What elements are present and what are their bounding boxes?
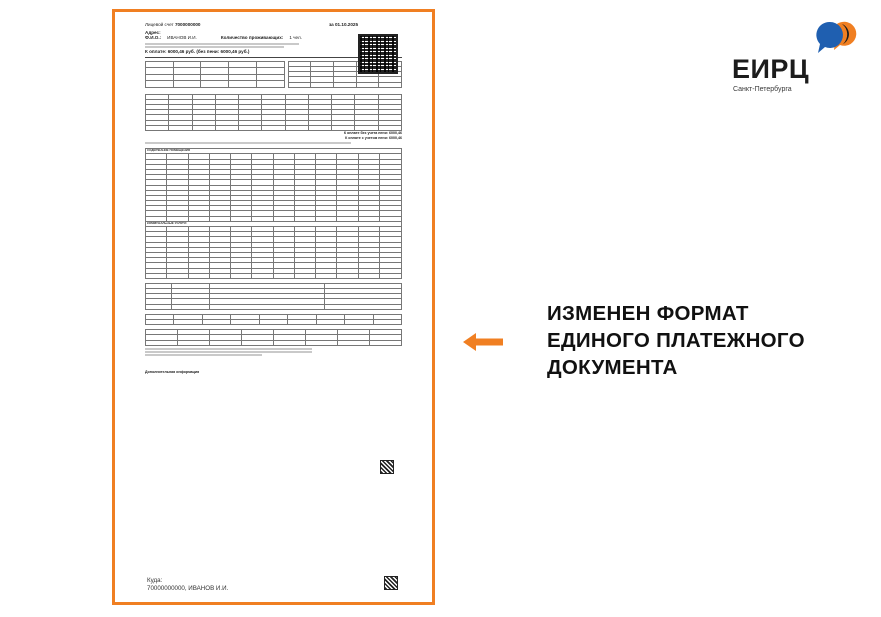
headline-line-3: ДОКУМЕНТА	[547, 356, 678, 379]
payment-document	[112, 9, 435, 605]
brand-name: ЕИРЦ	[732, 54, 810, 84]
brand-logo	[732, 20, 862, 100]
section-communal: КОММУНАЛЬНЫЕ УСЛУГИ	[146, 221, 402, 226]
owner-label: Ф.И.О.:	[145, 35, 162, 41]
address-label: Адрес:	[145, 29, 161, 35]
account-label-group	[145, 22, 201, 28]
brand-city: Санкт-Петербурга	[733, 86, 792, 93]
residents-value: 1 чел.	[289, 35, 302, 41]
arrow-left-icon	[463, 333, 503, 351]
total-line-1: К оплате без учета пени: 6000,46	[343, 131, 402, 135]
recipient-block	[147, 577, 228, 592]
section-utilities: СОДЕРЖАНИЕ ПОМЕЩЕНИЯ	[146, 149, 402, 154]
meter-table-left	[145, 61, 285, 88]
residents-label: Количество проживающих:	[220, 35, 284, 41]
recalc-table	[145, 314, 402, 325]
account-row	[145, 22, 402, 28]
qr-code-icon	[380, 460, 394, 474]
owner-name: ИВАНОВ И.И.	[167, 35, 197, 41]
providers-table	[145, 283, 402, 310]
footer-where-label: Куда:	[147, 577, 163, 585]
readings-table	[145, 94, 402, 131]
total-line-2: К оплате с учетом пени: 6000,46	[345, 135, 402, 140]
section-extra: Дополнительная информация	[145, 370, 200, 375]
qr-code-icon	[384, 576, 398, 590]
qr-code-icon	[358, 34, 398, 74]
to-pay-line: К оплате: 6000,46 руб. (без пени: 6000,46 руб.)	[145, 49, 250, 55]
contacts-table	[145, 329, 402, 346]
period-label: за 01.10.2025	[328, 22, 358, 27]
headline-line-2: ЕДИНОГО ПЛАТЕЖНОГО	[547, 329, 805, 352]
account-label: Лицевой счет	[145, 22, 174, 27]
charges-table	[145, 148, 402, 279]
speech-bubbles-logo-icon	[812, 20, 872, 56]
footer-recipient: 70000000000, ИВАНОВ И.И.	[147, 584, 229, 592]
headline-line-1: ИЗМЕНЕН ФОРМАТ	[547, 302, 749, 325]
address-detail-lines	[145, 43, 299, 48]
headline	[547, 300, 805, 381]
account-number: 7000000000	[174, 22, 201, 27]
